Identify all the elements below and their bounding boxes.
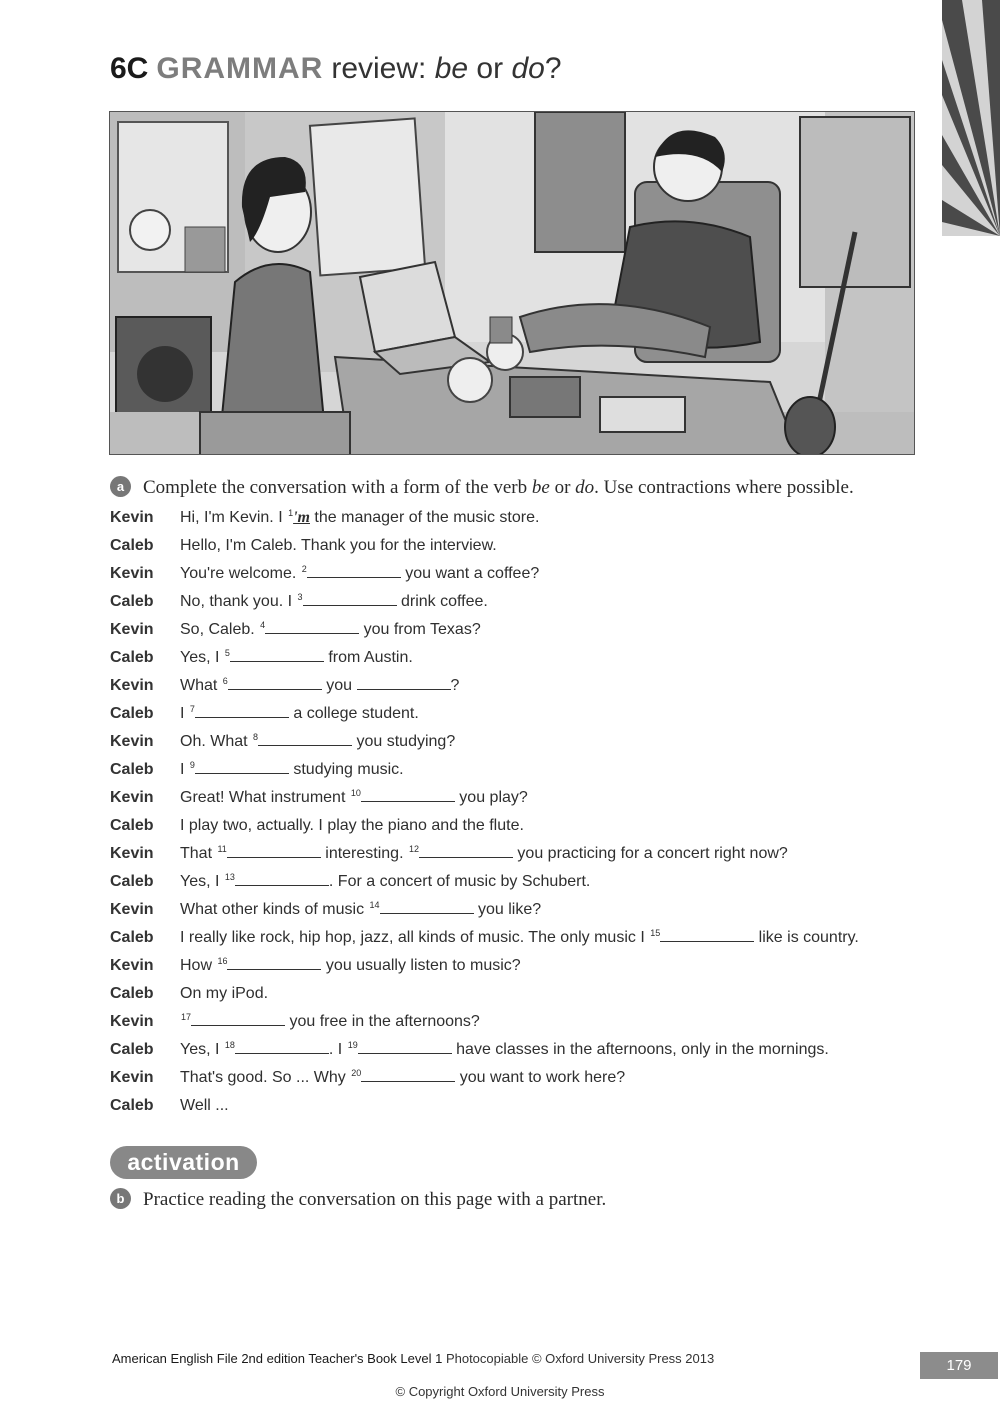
- speaker-name: Kevin: [110, 565, 154, 582]
- conversation-line: [110, 1010, 480, 1034]
- speaker-name: Kevin: [110, 509, 154, 526]
- line-text: That: [180, 845, 217, 862]
- line-text: the manager of the music store.: [309, 509, 540, 526]
- speaker-name: Kevin: [110, 1013, 154, 1030]
- speaker-name: Kevin: [110, 845, 154, 862]
- sunburst-icon: [942, 0, 1000, 236]
- answer-blank[interactable]: [228, 675, 322, 690]
- gap-number: 8: [253, 732, 259, 742]
- answer-blank[interactable]: [235, 1039, 329, 1054]
- line-text: have classes in the afternoons, only in the mornings.: [451, 1041, 829, 1058]
- gap-number: 6: [222, 676, 228, 686]
- conversation-line: [110, 730, 455, 754]
- line-text: you from Texas?: [359, 621, 481, 638]
- line-text: you want to work here?: [455, 1069, 626, 1086]
- answer-blank[interactable]: [307, 563, 401, 578]
- gap-number: 13: [224, 872, 235, 882]
- line-text: I really like rock, hip hop, jazz, all kinds of music. The only music I: [180, 929, 650, 946]
- speaker-name: Caleb: [110, 929, 154, 946]
- line-text: you free in the afternoons?: [285, 1013, 480, 1030]
- lesson-code: 6C: [110, 52, 149, 85]
- gap-number: 7: [189, 704, 195, 714]
- speaker-name: Caleb: [110, 537, 154, 554]
- speaker-name: Caleb: [110, 705, 154, 722]
- conversation-line: [110, 534, 497, 558]
- line-text: Yes, I: [180, 649, 224, 666]
- conversation-line: [110, 1038, 829, 1062]
- exercise-a-badge: a: [110, 476, 131, 497]
- answer-blank[interactable]: [235, 871, 329, 886]
- page-number: 179: [920, 1352, 998, 1379]
- line-text: What other kinds of music: [180, 901, 369, 918]
- answer-blank[interactable]: [419, 843, 513, 858]
- answer-blank[interactable]: [358, 1039, 452, 1054]
- answer-blank[interactable]: [191, 1011, 285, 1026]
- copyright: © Copyright Oxford University Press: [395, 1384, 605, 1399]
- line-text: How: [180, 957, 217, 974]
- gap-number: 14: [369, 900, 380, 910]
- line-text: What: [180, 677, 222, 694]
- speaker-name: Caleb: [110, 649, 154, 666]
- gap-number: 2: [301, 564, 307, 574]
- answer-blank[interactable]: [227, 955, 321, 970]
- speaker-name: Kevin: [110, 733, 154, 750]
- footer-credit: [112, 1351, 714, 1366]
- line-text: like is country.: [754, 929, 859, 946]
- line-text: a college student.: [288, 705, 419, 722]
- line-text: That's good. So ... Why: [180, 1069, 351, 1086]
- conversation-line: [110, 758, 404, 782]
- gap-number: 5: [224, 648, 230, 658]
- answer-blank[interactable]: [258, 731, 352, 746]
- conversation-line: [110, 954, 521, 978]
- conversation-line: [110, 842, 788, 866]
- speaker-name: Kevin: [110, 901, 154, 918]
- line-text: I play two, actually. I play the piano and the flute.: [180, 817, 524, 834]
- gap-number: 17: [181, 1012, 192, 1022]
- line-text: from Austin.: [323, 649, 413, 666]
- line-text: . For a concert of music by Schubert.: [328, 873, 591, 890]
- conversation-line: [110, 898, 541, 922]
- line-text: drink coffee.: [396, 593, 488, 610]
- line-text: you like?: [473, 901, 542, 918]
- answer-blank[interactable]: [361, 1067, 455, 1082]
- conversation-line: [110, 674, 459, 698]
- section-label: GRAMMAR: [156, 52, 324, 85]
- gap-number: 4: [260, 620, 266, 630]
- line-text: Hello, I'm Caleb. Thank you for the interview.: [180, 537, 497, 554]
- conversation-line: [110, 702, 419, 726]
- speaker-name: Caleb: [110, 873, 154, 890]
- gap-number: 10: [350, 788, 361, 798]
- speaker-name: Caleb: [110, 817, 154, 834]
- answer-blank[interactable]: [227, 843, 321, 858]
- gap-number: 1: [288, 508, 294, 518]
- speaker-name: Kevin: [110, 789, 154, 806]
- line-text: you want a coffee?: [400, 565, 540, 582]
- answer-blank[interactable]: [230, 647, 324, 662]
- answer-blank[interactable]: [195, 759, 289, 774]
- line-text: Great! What instrument: [180, 789, 350, 806]
- line-text: studying music.: [288, 761, 404, 778]
- gap-number: 15: [650, 928, 661, 938]
- instruction-a: a Complete the conversation with a form of the verb be or do. Use contractions where possible.: [110, 476, 854, 499]
- speaker-name: Caleb: [110, 1041, 154, 1058]
- exercise-b-badge: b: [110, 1188, 131, 1209]
- speaker-name: Kevin: [110, 677, 154, 694]
- line-text: you usually listen to music?: [321, 957, 521, 974]
- gap-number: 16: [217, 956, 228, 966]
- speaker-name: Kevin: [110, 1069, 154, 1086]
- gap-number: 3: [297, 592, 303, 602]
- line-text: I: [180, 705, 189, 722]
- line-text: interesting.: [320, 845, 408, 862]
- line-text: you studying?: [352, 733, 456, 750]
- line-text: You're welcome.: [180, 565, 301, 582]
- illustration: [109, 111, 915, 455]
- line-text: ?: [450, 677, 460, 694]
- corner-stripes: [942, 0, 1000, 236]
- speaker-name: Caleb: [110, 1097, 154, 1114]
- conversation-line: [110, 562, 539, 586]
- gap-number: 12: [408, 844, 419, 854]
- gap-number: 11: [217, 844, 227, 854]
- answer-blank[interactable]: [195, 703, 289, 718]
- answer-blank[interactable]: [303, 591, 397, 606]
- speaker-name: Caleb: [110, 593, 154, 610]
- page-title: [110, 52, 562, 86]
- example-answer: 'm: [293, 509, 310, 526]
- conversation-line: [110, 1066, 625, 1090]
- gap-number: 18: [224, 1040, 235, 1050]
- answer-blank[interactable]: [357, 675, 451, 690]
- speaker-name: Caleb: [110, 761, 154, 778]
- line-text: Well ...: [180, 1097, 229, 1114]
- conversation-line: [110, 618, 481, 642]
- rights-text: Photocopiable © Oxford University Press 2013: [442, 1351, 715, 1366]
- gap-number: 9: [189, 760, 195, 770]
- conversation-line: [110, 590, 488, 614]
- line-text: No, thank you. I: [180, 593, 297, 610]
- line-text: Hi, I'm Kevin. I: [180, 509, 288, 526]
- conversation-line: [110, 982, 268, 1006]
- conversation-line: [110, 506, 539, 530]
- answer-blank[interactable]: [660, 927, 754, 942]
- instruction-b: b Practice reading the conversation on this page with a partner.: [110, 1188, 606, 1211]
- activation-label: activation: [110, 1146, 257, 1179]
- line-text: you practicing for a concert right now?: [512, 845, 788, 862]
- office-interview-illustration: [110, 112, 915, 455]
- answer-blank[interactable]: [361, 787, 455, 802]
- gap-number: 19: [347, 1040, 358, 1050]
- title-text: review: be or do?: [331, 52, 562, 85]
- line-text: I: [180, 761, 189, 778]
- speaker-name: Caleb: [110, 985, 154, 1002]
- book-title: American English File 2nd edition Teacher's Book Level 1: [112, 1351, 443, 1366]
- conversation-line: [110, 786, 528, 810]
- line-text: you: [321, 677, 357, 694]
- line-text: you play?: [454, 789, 528, 806]
- line-text: Yes, I: [180, 873, 224, 890]
- line-text: On my iPod.: [180, 985, 269, 1002]
- line-text: . I: [328, 1041, 347, 1058]
- gap-number: 20: [351, 1068, 362, 1078]
- answer-blank[interactable]: [265, 619, 359, 634]
- speaker-name: Kevin: [110, 621, 154, 638]
- conversation-line: [110, 814, 524, 838]
- answer-blank[interactable]: [380, 899, 474, 914]
- line-text: So, Caleb.: [180, 621, 260, 638]
- conversation-line: [110, 870, 590, 894]
- speaker-name: Kevin: [110, 957, 154, 974]
- conversation-line: [110, 926, 859, 950]
- conversation-line: [110, 1094, 229, 1118]
- conversation-line: [110, 646, 413, 670]
- line-text: Oh. What: [180, 733, 253, 750]
- line-text: Yes, I: [180, 1041, 224, 1058]
